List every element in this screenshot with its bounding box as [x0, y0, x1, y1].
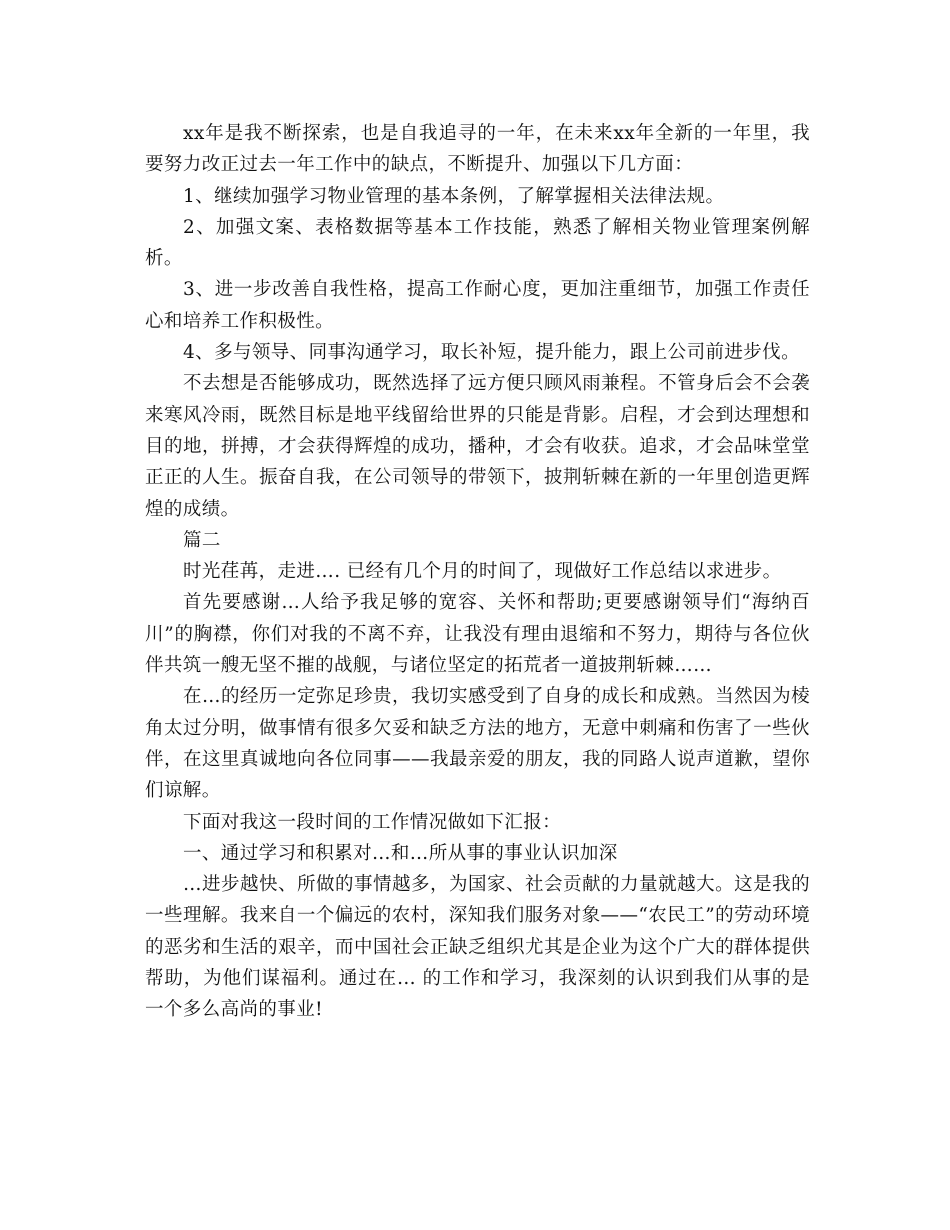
- list-item-4: 4、多与领导、同事沟通学习，取长补短，提升能力，跟上公司前进步伐。: [183, 342, 800, 364]
- paragraph-motivation: 不去想是否能够成功，既然选择了远方便只顾风雨兼程。不管身后会不会袭来寒风冷雨，既然目标是地平线留给世界的只能是背影。启程，才会到达理想和目的地，拼搏，才会获得辉煌的成功，播种，才会有收获。追求，才会品味堂堂正正的人生。振奋自我，在公司领导的带领下，披荆斩棘在新的一年里创造更辉煌的成绩。: [145, 373, 810, 520]
- paragraph-thanks: 首先要感谢…人给予我足够的宽容、关怀和帮助;更要感谢领导们“海纳百川”的胸襟，你们对我的不离不弃，让我没有理由退缩和不努力，期待与各位伙伴共筑一艘无坚不摧的战舰，与诸位坚定的拓荒者一道披荆斩棘……: [145, 592, 810, 677]
- paragraph-opening: 时光荏苒，走进…. 已经有几个月的时间了，现做好工作总结以求进步。: [183, 561, 782, 583]
- list-item-2: 2、加强文案、表格数据等基本工作技能，熟悉了解相关物业管理案例解析。: [145, 216, 810, 270]
- paragraph-experience: 在…的经历一定弥足珍贵，我切实感受到了自身的成长和成熟。当然因为棱角太过分明，做事情有很多欠妥和缺乏方法的地方，无意中刺痛和伤害了一些伙伴，在这里真诚地向各位同事——我最亲爱的朋友，我的同路人说声道歉，望你们谅解。: [145, 686, 810, 802]
- subheading-one: 一、通过学习和积累对…和…所从事的事业认识加深: [183, 842, 618, 864]
- paragraph-understanding: …进步越快、所做的事情越多，为国家、社会贡献的力量就越大。这是我的一些理解。我来自一个偏远的农村，深知我们服务对象——“农民工”的劳动环境的恶劣和生活的艰辛，而中国社会正缺乏组织尤其是企业为这个广大的群体提供帮助，为他们谋福利。通过在... 的工作和学习，我深刻的认识到我们从事的是一个多么高尚的事业!: [145, 874, 810, 1021]
- paragraph-report-intro: 下面对我这一段时间的工作情况做如下汇报：: [183, 811, 562, 833]
- list-item-1: 1、继续加强学习物业管理的基本条例，了解掌握相关法律法规。: [183, 185, 725, 207]
- section-heading-part-two: 篇二: [183, 529, 221, 551]
- document-body: [145, 118, 810, 1026]
- list-item-3: 3、进一步改善自我性格，提高工作耐心度，更加注重细节，加强工作责任心和培养工作积极性。: [145, 279, 810, 332]
- paragraph-intro: xx年是我不断探索，也是自我追寻的一年，在未来xx年全新的一年里，我要努力改正过去一年工作中的缺点，不断提升、加强以下几方面：: [145, 123, 810, 176]
